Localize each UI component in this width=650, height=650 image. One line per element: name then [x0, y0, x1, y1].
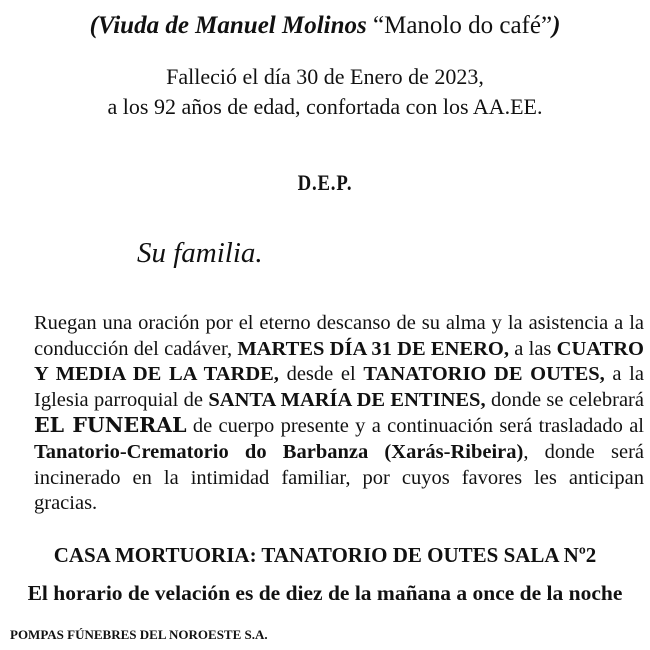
funeral-announcement-paragraph: [34, 311, 644, 517]
mortuary-house: CASA MORTUORIA: TANATORIO DE OUTES SALA Nº2: [53, 543, 597, 567]
body-origin: TANATORIO DE OUTES,: [363, 363, 605, 386]
body-text-2: a las: [508, 337, 557, 360]
body-date: MARTES DÍA 31 DE ENERO,: [237, 337, 509, 360]
widow-of-line: [0, 10, 650, 42]
funeral-company: POMPAS FÚNEBRES DEL NOROESTE S.A.: [10, 627, 268, 642]
body-crematorium: Tanatorio-Crematorio do Barbanza (Xarás-Ribeira): [34, 440, 524, 463]
body-time: CUATRO Y MEDIA DE LA TARDE,: [34, 337, 644, 386]
dep-heading: D.E.P.: [297, 170, 353, 195]
body-funeral: EL FUNERAL: [34, 413, 187, 438]
body-text-6: de cuerpo presente y a continuación será trasladado al: [186, 415, 644, 438]
widow-of-text: (Viuda de Manuel Molinos: [89, 12, 367, 39]
body-text-4: a la Iglesia parroquial de: [34, 363, 644, 411]
death-age-line: a los 92 años de edad, confortada con los AA.EE.: [107, 94, 543, 119]
body-text-7: , donde será incinerado en la intimidad familiar, por cuyos favores les anticipan gracias.: [34, 440, 644, 515]
body-church: SANTA MARÍA DE ENTINES,: [208, 388, 486, 411]
family-signature: Su familia.: [137, 237, 263, 269]
body-text-3: desde el: [278, 363, 364, 386]
death-notice: [0, 62, 650, 122]
body-text-5: donde se celebrará: [485, 388, 644, 411]
nickname-text: “Manolo do café”: [366, 12, 553, 39]
death-date-line: Falleció el día 30 de Enero de 2023,: [166, 64, 484, 89]
close-paren: ): [552, 12, 561, 39]
body-text-1: Ruegan una oración por el eterno descanso de su alma y la asistencia a la conducción del cadáver,: [34, 312, 644, 360]
visiting-hours: El horario de velación es de diez de la mañana a once de la noche: [27, 581, 623, 605]
